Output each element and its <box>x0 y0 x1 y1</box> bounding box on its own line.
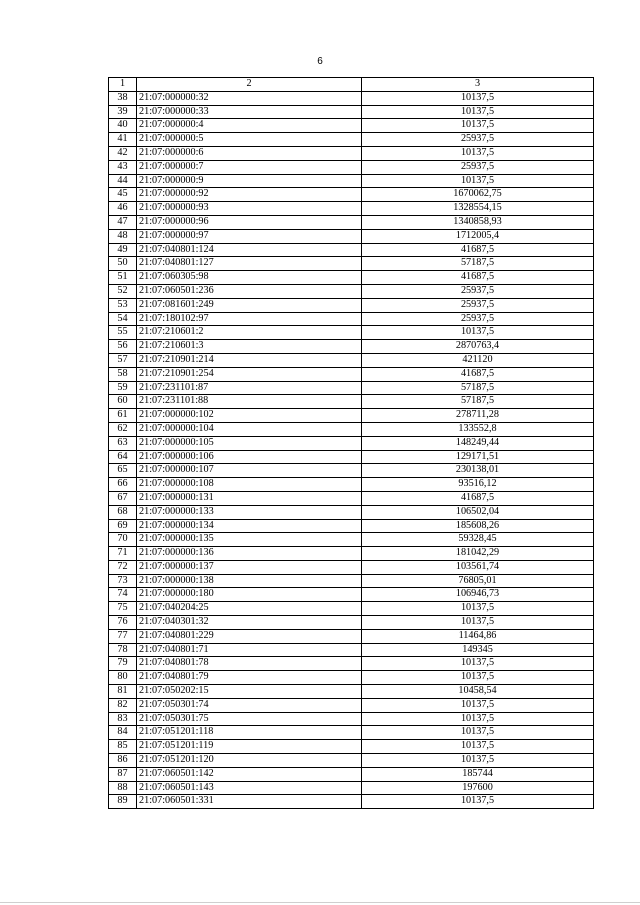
cadastral-number-cell: 21:07:050202:15 <box>137 685 362 699</box>
value-cell: 421120 <box>362 353 594 367</box>
row-number-cell: 56 <box>109 340 137 354</box>
row-number-cell: 48 <box>109 229 137 243</box>
table-row <box>109 657 594 671</box>
row-number-cell: 62 <box>109 422 137 436</box>
row-number-cell: 85 <box>109 740 137 754</box>
table-row <box>109 119 594 133</box>
row-number-cell: 83 <box>109 712 137 726</box>
data-table <box>108 77 594 809</box>
value-cell: 129171,51 <box>362 450 594 464</box>
table-row <box>109 409 594 423</box>
table-row <box>109 685 594 699</box>
cadastral-number-cell: 21:07:060501:236 <box>137 284 362 298</box>
row-number-cell: 76 <box>109 616 137 630</box>
value-cell: 10137,5 <box>362 754 594 768</box>
row-number-cell: 86 <box>109 754 137 768</box>
table-row <box>109 326 594 340</box>
row-number-cell: 57 <box>109 353 137 367</box>
cadastral-number-cell: 21:07:210601:3 <box>137 340 362 354</box>
value-cell: 230138,01 <box>362 464 594 478</box>
value-cell: 197600 <box>362 781 594 795</box>
cadastral-number-cell: 21:07:000000:96 <box>137 215 362 229</box>
value-cell: 41687,5 <box>362 367 594 381</box>
row-number-cell: 46 <box>109 202 137 216</box>
value-cell: 103561,74 <box>362 560 594 574</box>
cadastral-number-cell: 21:07:231101:88 <box>137 395 362 409</box>
cadastral-number-cell: 21:07:051201:119 <box>137 740 362 754</box>
table-row <box>109 574 594 588</box>
cadastral-number-cell: 21:07:051201:118 <box>137 726 362 740</box>
row-number-cell: 79 <box>109 657 137 671</box>
table-row <box>109 174 594 188</box>
value-cell: 185608,26 <box>362 519 594 533</box>
row-number-cell: 38 <box>109 91 137 105</box>
value-cell: 1670062,75 <box>362 188 594 202</box>
value-cell: 278711,28 <box>362 409 594 423</box>
cadastral-number-cell: 21:07:000000:105 <box>137 436 362 450</box>
row-number-cell: 72 <box>109 560 137 574</box>
value-cell: 1712005,4 <box>362 229 594 243</box>
table-row <box>109 795 594 809</box>
row-number-cell: 75 <box>109 602 137 616</box>
value-cell: 10137,5 <box>362 726 594 740</box>
table-row <box>109 560 594 574</box>
row-number-cell: 51 <box>109 271 137 285</box>
value-cell: 10137,5 <box>362 740 594 754</box>
value-cell: 10137,5 <box>362 119 594 133</box>
row-number-cell: 58 <box>109 367 137 381</box>
table-row <box>109 298 594 312</box>
cadastral-number-cell: 21:07:000000:7 <box>137 160 362 174</box>
value-cell: 10137,5 <box>362 795 594 809</box>
cadastral-number-cell: 21:07:000000:136 <box>137 547 362 561</box>
table-header-row <box>109 78 594 92</box>
row-number-cell: 40 <box>109 119 137 133</box>
table-row <box>109 395 594 409</box>
cadastral-number-cell: 21:07:000000:97 <box>137 229 362 243</box>
row-number-cell: 49 <box>109 243 137 257</box>
column-header-3: 3 <box>362 78 594 92</box>
cadastral-number-cell: 21:07:081601:249 <box>137 298 362 312</box>
row-number-cell: 43 <box>109 160 137 174</box>
cadastral-number-cell: 21:07:000000:104 <box>137 422 362 436</box>
table-row <box>109 478 594 492</box>
value-cell: 10137,5 <box>362 146 594 160</box>
row-number-cell: 68 <box>109 505 137 519</box>
table-row <box>109 616 594 630</box>
table-row <box>109 464 594 478</box>
cadastral-number-cell: 21:07:040801:127 <box>137 257 362 271</box>
value-cell: 2870763,4 <box>362 340 594 354</box>
table-row <box>109 767 594 781</box>
row-number-cell: 69 <box>109 519 137 533</box>
page-number: 6 <box>317 56 323 67</box>
table-row <box>109 588 594 602</box>
cadastral-number-cell: 21:07:000000:133 <box>137 505 362 519</box>
row-number-cell: 54 <box>109 312 137 326</box>
value-cell: 10137,5 <box>362 91 594 105</box>
column-header-2: 2 <box>137 78 362 92</box>
row-number-cell: 53 <box>109 298 137 312</box>
column-header-1: 1 <box>109 78 137 92</box>
value-cell: 25937,5 <box>362 284 594 298</box>
table-row <box>109 243 594 257</box>
cadastral-number-cell: 21:07:000000:137 <box>137 560 362 574</box>
row-number-cell: 63 <box>109 436 137 450</box>
value-cell: 10137,5 <box>362 712 594 726</box>
table-row <box>109 367 594 381</box>
value-cell: 149345 <box>362 643 594 657</box>
cadastral-number-cell: 21:07:000000:33 <box>137 105 362 119</box>
row-number-cell: 67 <box>109 491 137 505</box>
cadastral-number-cell: 21:07:180102:97 <box>137 312 362 326</box>
value-cell: 93516,12 <box>362 478 594 492</box>
cadastral-number-cell: 21:07:000000:135 <box>137 533 362 547</box>
row-number-cell: 64 <box>109 450 137 464</box>
table-row <box>109 450 594 464</box>
table-row <box>109 340 594 354</box>
row-number-cell: 82 <box>109 698 137 712</box>
value-cell: 59328,45 <box>362 533 594 547</box>
cadastral-number-cell: 21:07:210901:214 <box>137 353 362 367</box>
cadastral-number-cell: 21:07:231101:87 <box>137 381 362 395</box>
row-number-cell: 78 <box>109 643 137 657</box>
value-cell: 1328554,15 <box>362 202 594 216</box>
cadastral-number-cell: 21:07:000000:9 <box>137 174 362 188</box>
value-cell: 25937,5 <box>362 133 594 147</box>
row-number-cell: 81 <box>109 685 137 699</box>
cadastral-number-cell: 21:07:210901:254 <box>137 367 362 381</box>
row-number-cell: 52 <box>109 284 137 298</box>
table-row <box>109 312 594 326</box>
value-cell: 106502,04 <box>362 505 594 519</box>
value-cell: 25937,5 <box>362 312 594 326</box>
row-number-cell: 89 <box>109 795 137 809</box>
table-row <box>109 726 594 740</box>
row-number-cell: 66 <box>109 478 137 492</box>
cadastral-number-cell: 21:07:000000:131 <box>137 491 362 505</box>
table-row <box>109 215 594 229</box>
cadastral-number-cell: 21:07:000000:108 <box>137 478 362 492</box>
row-number-cell: 73 <box>109 574 137 588</box>
cadastral-number-cell: 21:07:040204:25 <box>137 602 362 616</box>
value-cell: 41687,5 <box>362 491 594 505</box>
cadastral-number-cell: 21:07:050301:74 <box>137 698 362 712</box>
row-number-cell: 84 <box>109 726 137 740</box>
value-cell: 57187,5 <box>362 395 594 409</box>
table-row <box>109 698 594 712</box>
cadastral-number-cell: 21:07:040801:229 <box>137 629 362 643</box>
row-number-cell: 55 <box>109 326 137 340</box>
table-row <box>109 146 594 160</box>
table-row <box>109 781 594 795</box>
table-row <box>109 284 594 298</box>
table-body <box>109 91 594 808</box>
page-bottom-divider <box>0 902 640 903</box>
row-number-cell: 44 <box>109 174 137 188</box>
cadastral-number-cell: 21:07:051201:120 <box>137 754 362 768</box>
row-number-cell: 87 <box>109 767 137 781</box>
cadastral-number-cell: 21:07:000000:134 <box>137 519 362 533</box>
table-row <box>109 436 594 450</box>
value-cell: 10137,5 <box>362 657 594 671</box>
cadastral-number-cell: 21:07:000000:107 <box>137 464 362 478</box>
value-cell: 106946,73 <box>362 588 594 602</box>
cadastral-number-cell: 21:07:000000:92 <box>137 188 362 202</box>
table-row <box>109 712 594 726</box>
table-row <box>109 519 594 533</box>
table-row <box>109 271 594 285</box>
cadastral-number-cell: 21:07:000000:4 <box>137 119 362 133</box>
value-cell: 57187,5 <box>362 381 594 395</box>
row-number-cell: 61 <box>109 409 137 423</box>
cadastral-number-cell: 21:07:060501:143 <box>137 781 362 795</box>
cadastral-number-cell: 21:07:000000:102 <box>137 409 362 423</box>
table-row <box>109 422 594 436</box>
cadastral-number-cell: 21:07:040801:79 <box>137 671 362 685</box>
cadastral-number-cell: 21:07:000000:32 <box>137 91 362 105</box>
value-cell: 10137,5 <box>362 602 594 616</box>
value-cell: 10137,5 <box>362 326 594 340</box>
table-row <box>109 505 594 519</box>
value-cell: 10137,5 <box>362 671 594 685</box>
value-cell: 10137,5 <box>362 174 594 188</box>
table-row <box>109 643 594 657</box>
row-number-cell: 59 <box>109 381 137 395</box>
cadastral-number-cell: 21:07:060305:98 <box>137 271 362 285</box>
table-row <box>109 381 594 395</box>
cadastral-number-cell: 21:07:040801:71 <box>137 643 362 657</box>
table-row <box>109 671 594 685</box>
table-row <box>109 105 594 119</box>
table-row <box>109 629 594 643</box>
value-cell: 185744 <box>362 767 594 781</box>
cadastral-number-cell: 21:07:040301:32 <box>137 616 362 630</box>
value-cell: 25937,5 <box>362 298 594 312</box>
row-number-cell: 47 <box>109 215 137 229</box>
row-number-cell: 77 <box>109 629 137 643</box>
table-row <box>109 133 594 147</box>
table-row <box>109 754 594 768</box>
value-cell: 41687,5 <box>362 243 594 257</box>
row-number-cell: 74 <box>109 588 137 602</box>
value-cell: 25937,5 <box>362 160 594 174</box>
table-row <box>109 547 594 561</box>
table-row <box>109 229 594 243</box>
table-row <box>109 533 594 547</box>
cadastral-number-cell: 21:07:040801:124 <box>137 243 362 257</box>
cadastral-number-cell: 21:07:210601:2 <box>137 326 362 340</box>
row-number-cell: 65 <box>109 464 137 478</box>
value-cell: 10458,54 <box>362 685 594 699</box>
cadastral-number-cell: 21:07:050301:75 <box>137 712 362 726</box>
cadastral-number-cell: 21:07:060501:331 <box>137 795 362 809</box>
table-row <box>109 188 594 202</box>
row-number-cell: 70 <box>109 533 137 547</box>
table-row <box>109 202 594 216</box>
row-number-cell: 50 <box>109 257 137 271</box>
table-row <box>109 740 594 754</box>
row-number-cell: 41 <box>109 133 137 147</box>
value-cell: 41687,5 <box>362 271 594 285</box>
row-number-cell: 42 <box>109 146 137 160</box>
row-number-cell: 39 <box>109 105 137 119</box>
row-number-cell: 71 <box>109 547 137 561</box>
cadastral-number-cell: 21:07:000000:93 <box>137 202 362 216</box>
row-number-cell: 80 <box>109 671 137 685</box>
row-number-cell: 45 <box>109 188 137 202</box>
value-cell: 11464,86 <box>362 629 594 643</box>
cadastral-number-cell: 21:07:000000:106 <box>137 450 362 464</box>
value-cell: 148249,44 <box>362 436 594 450</box>
row-number-cell: 60 <box>109 395 137 409</box>
table-row <box>109 353 594 367</box>
value-cell: 133552,8 <box>362 422 594 436</box>
value-cell: 10137,5 <box>362 698 594 712</box>
cadastral-number-cell: 21:07:040801:78 <box>137 657 362 671</box>
row-number-cell: 88 <box>109 781 137 795</box>
table-row <box>109 91 594 105</box>
cadastral-number-cell: 21:07:060501:142 <box>137 767 362 781</box>
table-row <box>109 491 594 505</box>
table-row <box>109 602 594 616</box>
value-cell: 181042,29 <box>362 547 594 561</box>
table-row <box>109 160 594 174</box>
value-cell: 10137,5 <box>362 105 594 119</box>
value-cell: 1340858,93 <box>362 215 594 229</box>
cadastral-number-cell: 21:07:000000:6 <box>137 146 362 160</box>
cadastral-number-cell: 21:07:000000:180 <box>137 588 362 602</box>
value-cell: 10137,5 <box>362 616 594 630</box>
table-row <box>109 257 594 271</box>
value-cell: 57187,5 <box>362 257 594 271</box>
value-cell: 76805,01 <box>362 574 594 588</box>
cadastral-number-cell: 21:07:000000:5 <box>137 133 362 147</box>
cadastral-number-cell: 21:07:000000:138 <box>137 574 362 588</box>
